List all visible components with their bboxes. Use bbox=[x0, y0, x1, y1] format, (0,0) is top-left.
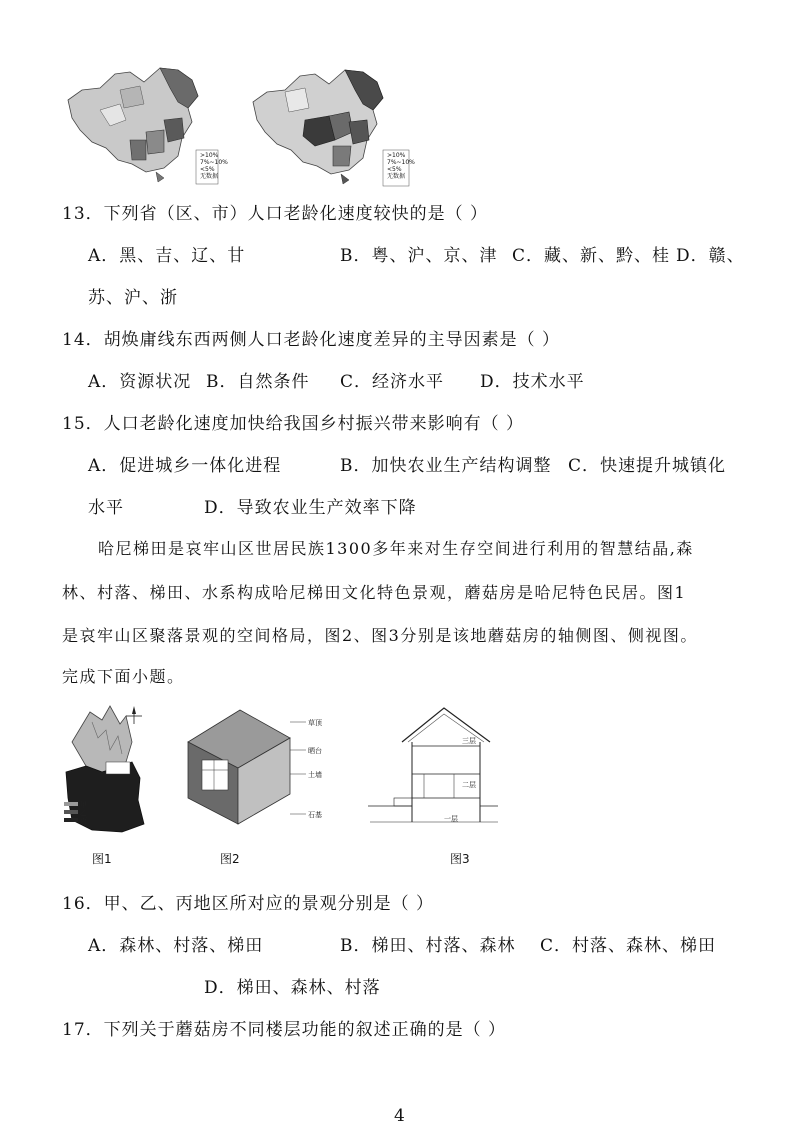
figure-3-mushroom-house-side-view bbox=[368, 702, 518, 840]
figure-3-caption: 图3 bbox=[450, 852, 470, 866]
question-14-stem: 14．胡焕庸线东西两侧人口老龄化速度差异的主导因素是（ ） bbox=[62, 330, 561, 350]
q16-option-d[interactable]: D．梯田、森林、村落 bbox=[204, 978, 381, 998]
china-map-right-figure bbox=[245, 62, 410, 190]
q13-option-b[interactable]: B．粤、沪、京、津 bbox=[340, 246, 498, 266]
fig1-label-bing: 丙 bbox=[80, 817, 87, 825]
q13-option-d[interactable]: D．赣、 bbox=[676, 246, 745, 266]
fig1-label-jia: 甲 bbox=[80, 801, 87, 809]
q13-option-a[interactable]: A．黑、吉、辽、甘 bbox=[88, 246, 246, 266]
fig3-label-second-floor: 二层 bbox=[462, 781, 476, 789]
page-number: 4 bbox=[394, 1106, 405, 1126]
legend-item: <5% bbox=[200, 166, 215, 173]
q13-option-c[interactable]: C．藏、新、黔、桂 bbox=[512, 246, 671, 266]
q15-option-a[interactable]: A．促进城乡一体化进程 bbox=[88, 456, 282, 476]
fig2-label-terrace: 晒台 bbox=[308, 747, 322, 755]
map-right bbox=[245, 62, 415, 190]
figure-3 bbox=[368, 702, 518, 840]
figure-2-mushroom-house-axonometric bbox=[178, 702, 328, 832]
passage-line-1: 哈尼梯田是哀牢山区世居民族1300多年来对生存空间进行利用的智慧结晶,森 bbox=[98, 539, 694, 558]
question-13-stem: 13．下列省（区、市）人口老龄化速度较快的是（ ） bbox=[62, 204, 489, 224]
fig1-label-yi: 乙 bbox=[80, 809, 87, 817]
q14-option-c[interactable]: C．经济水平 bbox=[340, 372, 445, 392]
q15-option-b[interactable]: B．加快农业生产结构调整 bbox=[340, 456, 552, 476]
figure-2 bbox=[178, 702, 328, 832]
fig3-label-third-floor: 三层 bbox=[462, 737, 476, 745]
q13-option-d-continued: 苏、沪、浙 bbox=[88, 288, 178, 308]
legend-item: 无数据 bbox=[387, 173, 406, 180]
fig2-label-earth-wall: 土墙 bbox=[308, 771, 322, 779]
legend-item: <5% bbox=[387, 166, 402, 173]
figure-1-landscape bbox=[62, 702, 162, 842]
question-17-stem: 17．下列关于蘑菇房不同楼层功能的叙述正确的是（ ） bbox=[62, 1020, 507, 1040]
china-map-left-figure bbox=[60, 60, 220, 188]
passage-line-3: 是哀牢山区聚落景观的空间格局，图2、图3分别是该地蘑菇房的轴侧图、侧视图。 bbox=[62, 626, 698, 645]
figure-1 bbox=[62, 702, 162, 842]
fig3-label-first-floor: 一层 bbox=[444, 815, 458, 823]
figure-1-caption: 图1 bbox=[92, 852, 112, 866]
map-left-legend bbox=[200, 152, 228, 180]
q15-option-c[interactable]: C．快速提升城镇化 bbox=[568, 456, 727, 476]
legend-item: >10% bbox=[200, 152, 219, 159]
passage-line-2: 林、村落、梯田、水系构成哈尼梯田文化特色景观，蘑菇房是哈尼特色民居。图1 bbox=[62, 583, 687, 602]
legend-item: 7%~10% bbox=[200, 159, 228, 166]
q15-option-d[interactable]: D．导致农业生产效率下降 bbox=[204, 498, 417, 518]
q14-option-b[interactable]: B．自然条件 bbox=[206, 372, 310, 392]
question-16-stem: 16．甲、乙、丙地区所对应的景观分别是（ ） bbox=[62, 894, 435, 914]
q15-option-c-continued: 水平 bbox=[88, 498, 124, 518]
legend-item: >10% bbox=[387, 152, 406, 159]
q14-option-a[interactable]: A．资源状况 bbox=[88, 372, 192, 392]
legend-item: 7%~10% bbox=[387, 159, 415, 166]
q16-option-b[interactable]: B．梯田、村落、森林 bbox=[340, 936, 516, 956]
q16-option-c[interactable]: C．村落、森林、梯田 bbox=[540, 936, 717, 956]
fig2-label-stone-base: 石基 bbox=[308, 811, 322, 819]
map-left bbox=[60, 60, 228, 188]
q16-option-a[interactable]: A．森林、村落、梯田 bbox=[88, 936, 264, 956]
passage-line-4: 完成下面小题。 bbox=[62, 667, 185, 686]
fig2-label-thatch-roof: 草顶 bbox=[308, 719, 322, 727]
q14-option-d[interactable]: D．技术水平 bbox=[480, 372, 585, 392]
figure-2-caption: 图2 bbox=[220, 852, 240, 866]
question-15-stem: 15．人口老龄化速度加快给我国乡村振兴带来影响有（ ） bbox=[62, 414, 525, 434]
map-right-legend bbox=[387, 152, 415, 180]
legend-item: 无数据 bbox=[200, 173, 219, 180]
